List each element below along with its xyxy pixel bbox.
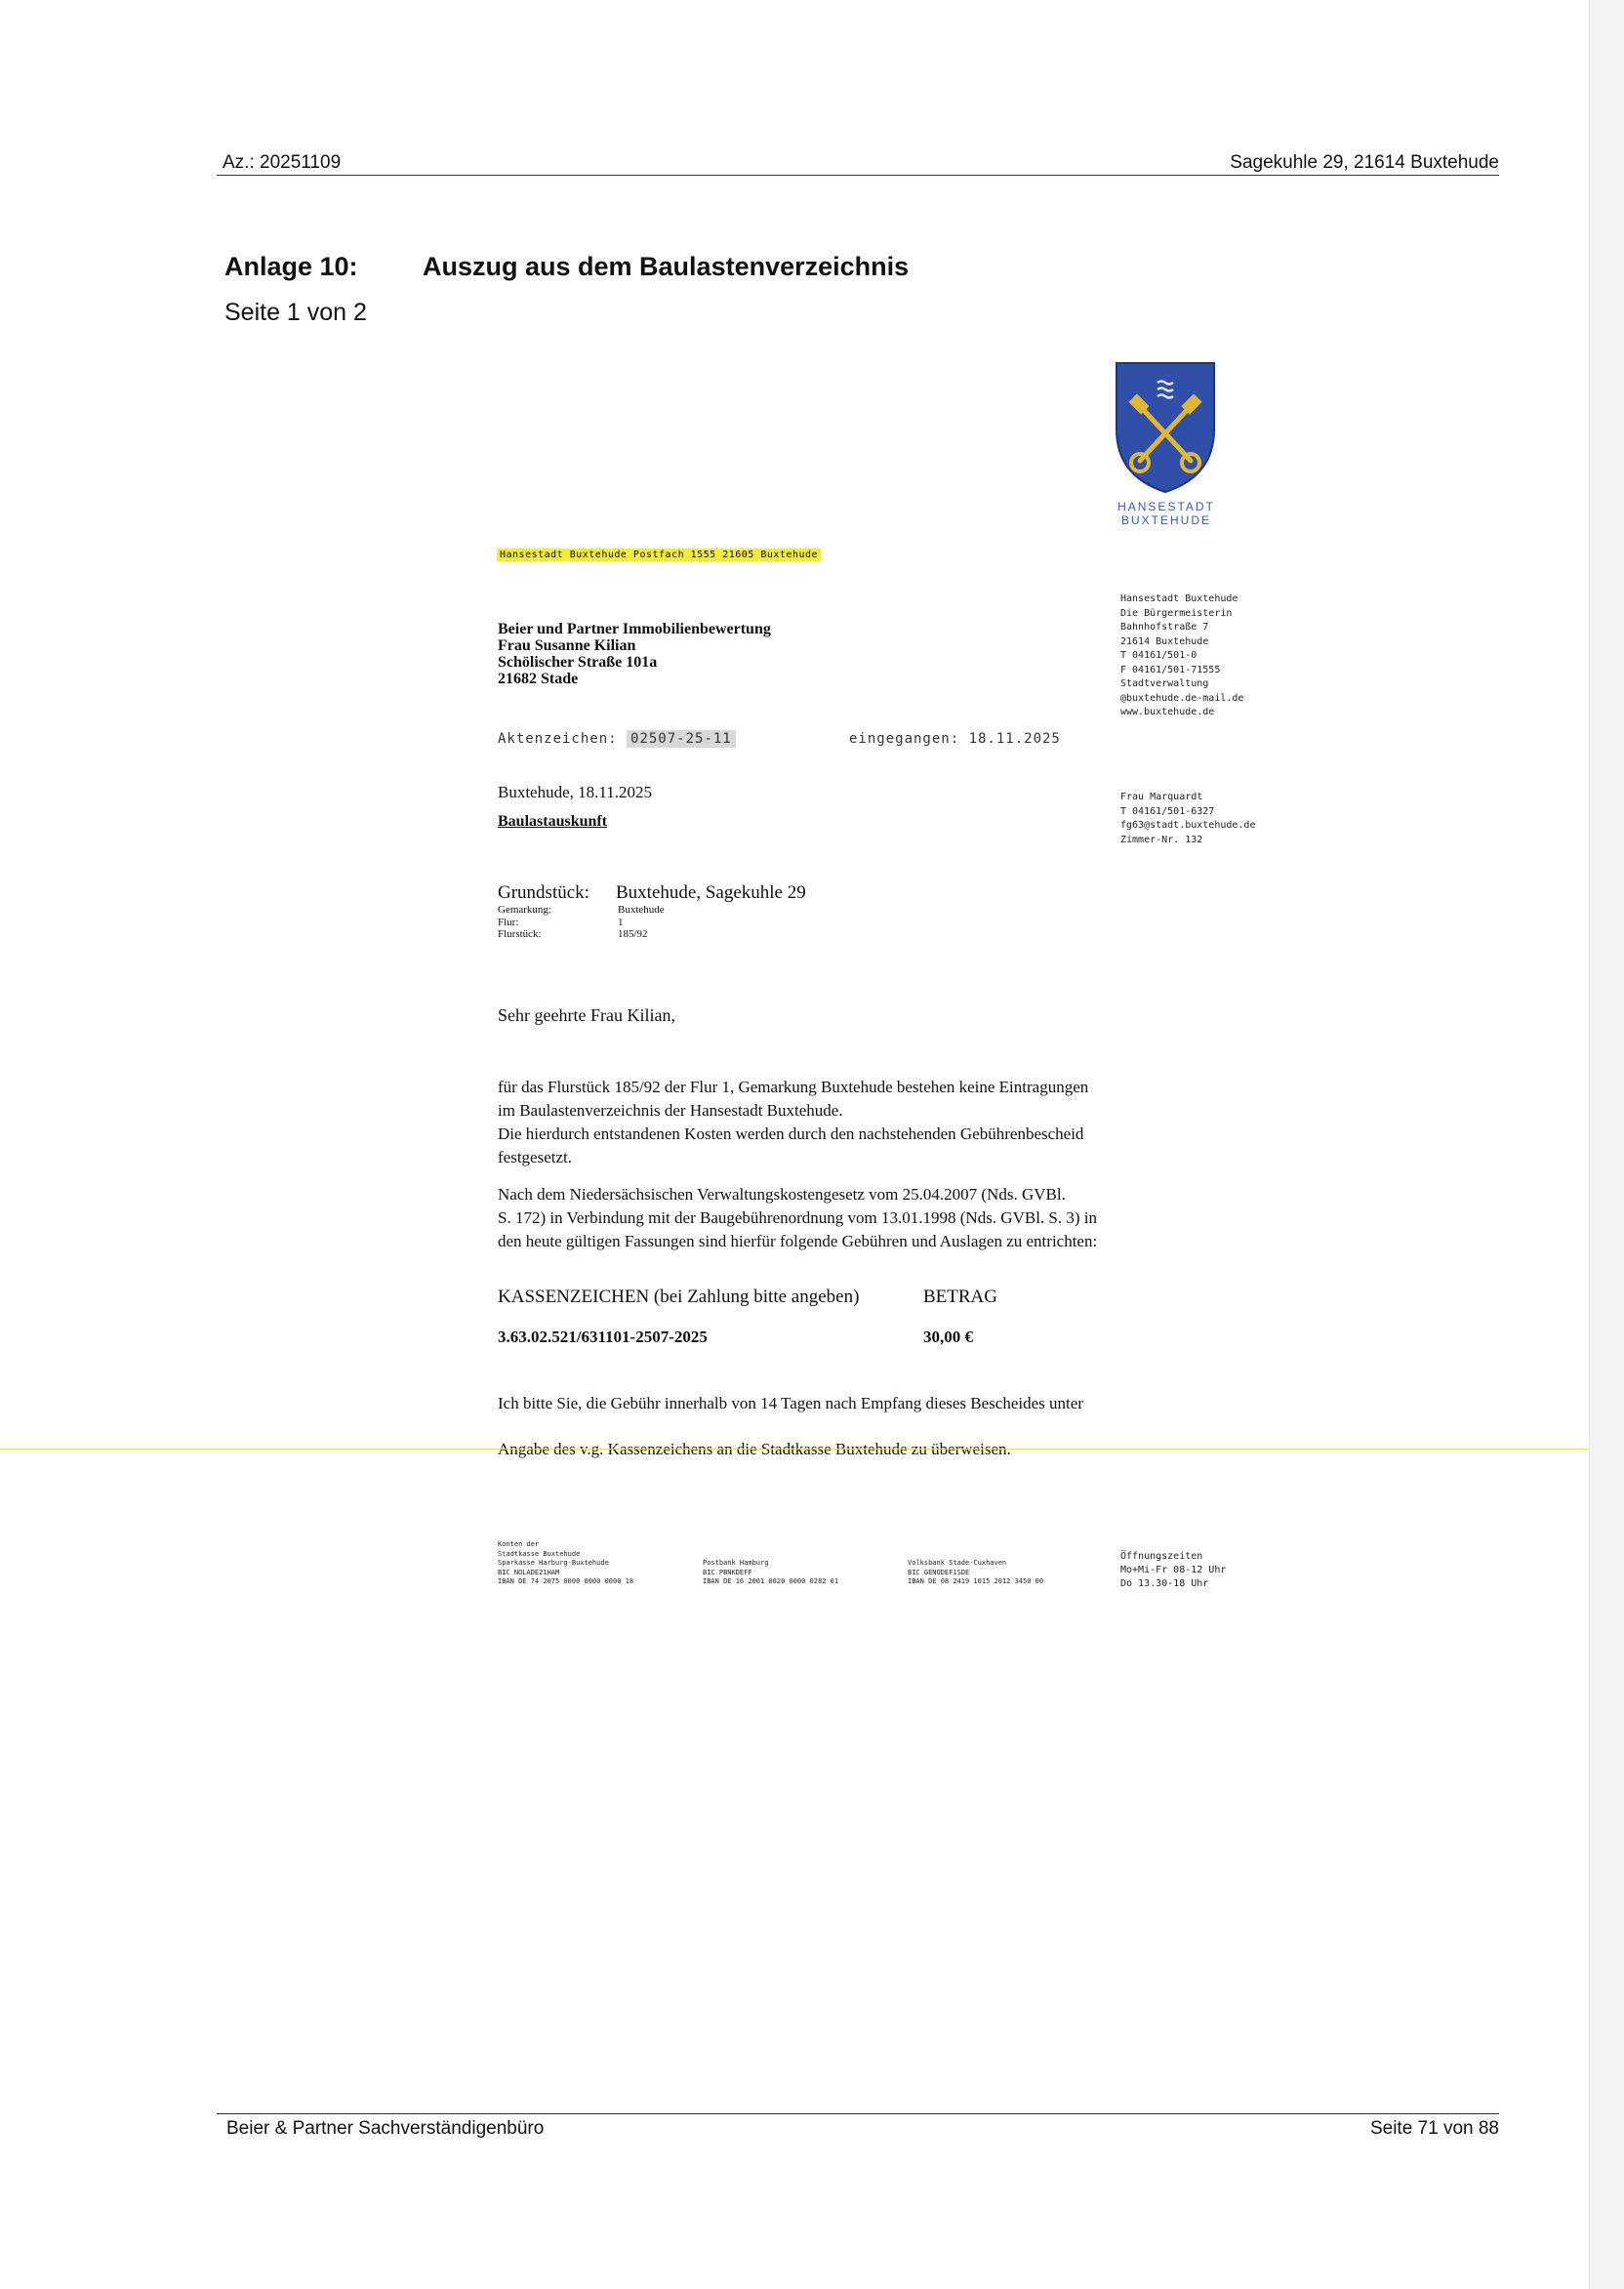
fee-code: 3.63.02.521/631101-2507-2025	[498, 1328, 708, 1346]
letter-subject: Baulastauskunft	[498, 813, 608, 830]
reference-value: 02507-25-11	[627, 730, 736, 748]
city-name: HANSESTADT BUXTEHUDE	[1117, 500, 1215, 527]
contact-info: Frau Marquardt T 04161/501-6327 fg63@stadt.buxtehude.de Zimmer-Nr. 132	[1120, 792, 1256, 845]
received-stamp: eingegangen: 18.11.2025	[849, 731, 1061, 747]
header-divider	[217, 175, 1499, 176]
opening-hours: Öffnungszeiten Mo+Mi-Fr 08-12 Uhr Do 13.30-18 Uhr	[1120, 1551, 1227, 1589]
bank-details-postbank: Postbank Hamburg BIC PBNKDEFF IBAN DE 16 2001 0020 0000 0282 01	[703, 1559, 839, 1585]
plot-detail-labels: Gemarkung: Flur: Flurstück:	[498, 904, 551, 940]
scan-edge	[1589, 0, 1624, 2289]
annex-label: Anlage 10:	[224, 252, 358, 281]
plot-detail-values: Buxtehude 1 185/92	[618, 904, 665, 940]
plot-value: Buxtehude, Sagekuhle 29	[616, 882, 806, 903]
plot-label: Grundstück:	[498, 882, 589, 903]
footer-divider	[217, 2113, 1499, 2114]
paragraph-legal-basis: Nach dem Niedersächsischen Verwaltungskostengesetz vom 25.04.2007 (Nds. GVBl. S. 172) in Verbindung mit der Baugebührenordnung vom 13.01.1998 (Nds. GVBl. S. 3) in den heute gültigen Fassungen sind hierfür folgende Gebühren und Auslagen zu entrichten:	[498, 1185, 1098, 1250]
recipient-address: Beier und Partner Immobilienbewertung Frau Susanne Kilian Schölischer Straße 101a 21682 Stade	[498, 621, 771, 687]
reference-label: Aktenzeichen:	[498, 731, 618, 747]
salutation: Sehr geehrte Frau Kilian,	[498, 1005, 675, 1025]
fee-header-code: KASSENZEICHEN (bei Zahlung bitte angeben)	[498, 1287, 860, 1307]
bank-details-volksbank: Volksbank Stade-Cuxhaven BIC GENODEF1SDE IBAN DE 08 2419 1015 2012 3450 00	[908, 1559, 1044, 1585]
authority-info: Hansestadt Buxtehude Die Bürgermeisterin Bahnhofstraße 7 21614 Buxtehude T 04161/501-0 F 04161/501-71555 Stadtverwaltung @buxtehude.de-mail.de www.buxtehude.de	[1120, 593, 1244, 717]
fee-amount: 30,00 €	[923, 1328, 973, 1346]
scan-artifact-line	[0, 1449, 1624, 1450]
closing-line-1: Ich bitte Sie, die Gebühr innerhalb von 14 Tagen nach Empfang dieses Bescheides unter	[498, 1394, 1083, 1412]
report-reference: Az.: 20251109	[223, 152, 342, 173]
reference-row	[498, 731, 736, 747]
footer-company: Beier & Partner Sachverständigenbüro	[226, 2118, 545, 2139]
footer-page: Seite 71 von 88	[1369, 2118, 1499, 2139]
city-crest-logo	[1115, 361, 1216, 494]
annex-title: Auszug aus dem Baulastenverzeichnis	[423, 252, 910, 281]
fee-header-amount: BETRAG	[923, 1287, 997, 1307]
place-date: Buxtehude, 18.11.2025	[498, 783, 653, 801]
annex-page: Seite 1 von 2	[224, 299, 367, 326]
paragraph-result: für das Flurstück 185/92 der Flur 1, Gemarkung Buxtehude bestehen keine Eintragungen im Baulastenverzeichnis der Hansestadt Buxtehude. Die hierdurch entstandenen Kosten werden durch den nachstehenden Gebührenbescheid festgesetzt.	[498, 1078, 1089, 1166]
sender-line: Hansestadt Buxtehude Postfach 1555 21605 Buxtehude	[497, 549, 821, 561]
report-address: Sagekuhle 29, 21614 Buxtehude	[1230, 152, 1499, 173]
closing-line-2: Angabe des v.g. Kassenzeichens an die Stadtkasse Buxtehude zu überweisen.	[498, 1440, 1011, 1458]
bank-details-sparkasse: Konten der Stadtkasse Buxtehude Sparkasse Harburg-Buxtehude BIC NOLADE21HAM IBAN DE 74 2075 0000 0000 0000 18	[498, 1540, 634, 1585]
